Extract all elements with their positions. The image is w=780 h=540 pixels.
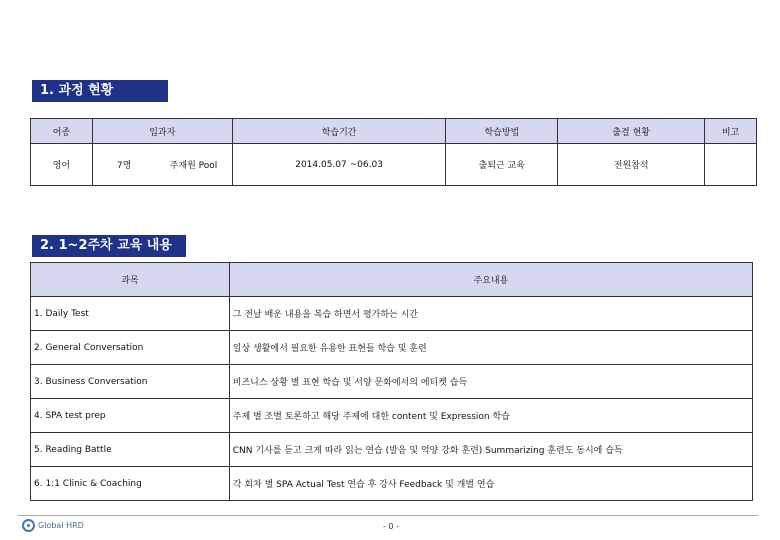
cell-subject: 3. Business Conversation bbox=[31, 365, 230, 399]
table-row bbox=[31, 331, 753, 365]
cell-subject: 5. Reading Battle bbox=[31, 433, 230, 467]
cell-content: 각 회차 별 SPA Actual Test 연습 후 강사 Feedback 및 개별 연습 bbox=[229, 467, 752, 501]
logo-text: Global HRD bbox=[38, 521, 84, 530]
cell-content: CNN 기사를 듣고 크게 따라 읽는 연습 (발음 및 억양 강화 훈련) Summarizing 훈련도 동시에 습득 bbox=[229, 433, 752, 467]
header-language: 어종 bbox=[31, 119, 93, 144]
cell-subject: 1. Daily Test bbox=[31, 297, 230, 331]
cell-attendance: 전원참석 bbox=[558, 144, 705, 186]
globe-logo-icon bbox=[22, 519, 35, 532]
header-period: 학습기간 bbox=[232, 119, 446, 144]
table-row bbox=[31, 433, 753, 467]
table-row bbox=[31, 467, 753, 501]
table-row bbox=[31, 399, 753, 433]
cell-content: 비즈니스 상황 별 표현 학습 및 서양 문화에서의 에티켓 습득 bbox=[229, 365, 752, 399]
cell-content: 주제 별 조별 토론하고 해당 주제에 대한 content 및 Expression 학습 bbox=[229, 399, 752, 433]
footer-divider bbox=[18, 515, 758, 516]
cell-subject: 2. General Conversation bbox=[31, 331, 230, 365]
header-content: 주요내용 bbox=[229, 263, 752, 297]
header-participants: 입과자 bbox=[92, 119, 232, 144]
cell-count: 7명 bbox=[92, 144, 155, 186]
training-content-table bbox=[30, 262, 753, 501]
table-row bbox=[31, 144, 757, 186]
cell-language: 영어 bbox=[31, 144, 93, 186]
cell-group: 주재원 Pool bbox=[155, 144, 232, 186]
company-logo bbox=[22, 519, 84, 532]
page-number: - 0 - bbox=[383, 522, 399, 531]
table-header-row bbox=[31, 263, 753, 297]
section-title-course-status: 1. 과정 현황 bbox=[32, 80, 168, 102]
cell-content: 그 전날 배운 내용을 복습 하면서 평가하는 시간 bbox=[229, 297, 752, 331]
course-status-table bbox=[30, 118, 757, 186]
header-subject: 과목 bbox=[31, 263, 230, 297]
header-method: 학습방법 bbox=[446, 119, 558, 144]
cell-method: 출퇴근 교육 bbox=[446, 144, 558, 186]
cell-content: 일상 생활에서 필요한 유용한 표현들 학습 및 훈련 bbox=[229, 331, 752, 365]
table-header-row bbox=[31, 119, 757, 144]
header-note: 비고 bbox=[705, 119, 757, 144]
cell-period: 2014.05.07 ~06.03 bbox=[232, 144, 446, 186]
cell-note bbox=[705, 144, 757, 186]
cell-subject: 6. 1:1 Clinic & Coaching bbox=[31, 467, 230, 501]
table-row bbox=[31, 365, 753, 399]
header-attendance: 출결 현황 bbox=[558, 119, 705, 144]
cell-subject: 4. SPA test prep bbox=[31, 399, 230, 433]
section-title-training-content: 2. 1~2주차 교육 내용 bbox=[32, 235, 186, 257]
table-row bbox=[31, 297, 753, 331]
